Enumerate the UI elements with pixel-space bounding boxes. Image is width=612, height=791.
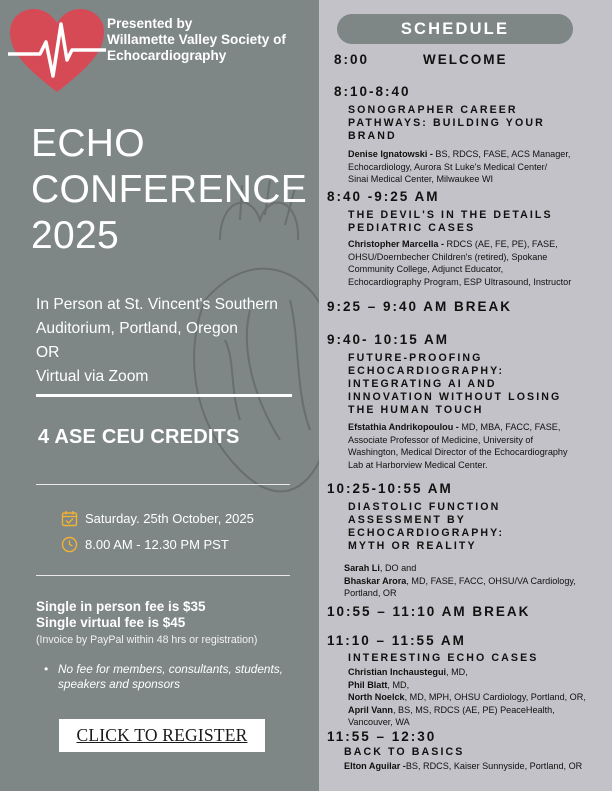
speaker-line: Vancouver, WA (348, 717, 410, 727)
fee-in-person: Single in person fee is $35 (36, 599, 206, 614)
session-speaker (348, 666, 602, 729)
session-title-line: BACK TO BASICS (344, 746, 465, 758)
speaker-name: Bhaskar Arora (344, 575, 407, 586)
fee-virtual: Single virtual fee is $45 (36, 615, 186, 630)
session-time: 9:40- 10:15 AM (327, 332, 450, 347)
org-line-1: Presented by (107, 16, 193, 31)
org-line-3: Echocardiography (107, 48, 227, 63)
session-title-line: PEDIATRIC CASES (348, 222, 476, 234)
ceu-credits: 4 ASE CEU CREDITS (38, 426, 240, 448)
clock-icon (61, 536, 78, 553)
event-time: 8.00 AM - 12.30 PM PST (85, 537, 229, 552)
session-title (348, 209, 600, 235)
session-title: WELCOME (423, 52, 508, 67)
session-time: 10:25-10:55 AM (327, 481, 453, 496)
venue-line-2: Auditorium, Portland, Oregon (36, 320, 238, 337)
session-title-line: INTERESTING ECHO CASES (348, 652, 539, 664)
speaker-credentials: RDCS (AE, FE, PE), FASE, (444, 239, 558, 249)
divider (36, 575, 290, 576)
session-time: 8:10-8:40 (334, 84, 411, 99)
speaker-line: Sinai Medical Center, Milwaukee WI (348, 174, 494, 184)
session-title-line: INTEGRATING AI AND (348, 378, 497, 390)
session-title-line: DIASTOLIC FUNCTION (348, 501, 501, 513)
speaker-name: Elton Aguilar - (344, 761, 406, 771)
bullet-line-2: speakers and sponsors (58, 677, 180, 691)
speaker-name: Phil Blatt (348, 679, 388, 690)
session-title-line: BRAND (348, 130, 397, 142)
speaker-line (348, 238, 602, 251)
session-title (348, 501, 600, 553)
speaker-credentials: , MD, (387, 679, 410, 690)
session-time: 8:00 (334, 52, 370, 67)
session-title-line: ASSESSMENT BY (348, 514, 466, 526)
venue-line-4: Virtual via Zoom (36, 368, 149, 385)
speaker-line: Portland, OR (344, 588, 397, 598)
title-line-1: ECHO (31, 122, 145, 165)
speaker-name: Efstathia Andrikopoulou - (348, 422, 459, 432)
session-speaker (348, 421, 602, 471)
speaker-line (348, 148, 602, 161)
speaker-name: Christian Inchaustegui (348, 667, 447, 677)
speaker-line: Washington, Medical Director of the Echocardiography (348, 447, 568, 457)
speaker-credentials: , DO and (379, 563, 417, 573)
session-speaker (344, 562, 598, 600)
session-time: 11:10 – 11:55 AM (327, 633, 466, 648)
speaker-line (348, 679, 602, 692)
session-title (344, 746, 596, 759)
session-title-line: MYTH OR REALITY (348, 540, 477, 552)
speaker-line: Community College, Adjunct Educator, (348, 264, 504, 274)
speaker-line (348, 421, 602, 434)
schedule-heading (337, 14, 573, 44)
schedule-heading-label: SCHEDULE (400, 20, 510, 38)
speaker-line (344, 575, 598, 588)
speaker-line: Lab at Harborview Medical Center. (348, 459, 488, 470)
speaker-name: Sarah Li (344, 563, 380, 573)
session-title-line: PATHWAYS: BUILDING YOUR (348, 117, 545, 129)
session-title (348, 652, 600, 665)
session-title (348, 104, 600, 143)
divider (36, 484, 290, 485)
speaker-credentials: BS, RDCS, FASE, ACS Manager, (432, 149, 571, 159)
session-title-line: THE DEVIL'S IN THE DETAILS (348, 209, 553, 221)
session-speaker (348, 148, 602, 186)
break-time: 9:25 – 9:40 AM BREAK (327, 299, 513, 314)
speaker-line (344, 562, 598, 575)
session-time: 11:55 – 12:30 (327, 729, 437, 744)
bullet-dot: • (44, 662, 49, 676)
speaker-line (344, 760, 598, 773)
session-title-line: FUTURE-PROOFING (348, 352, 483, 364)
speaker-line (348, 691, 602, 704)
speaker-credentials: , MD, FASE, FACC, OHSU/VA Cardiology, (406, 575, 576, 586)
session-title-line: THE HUMAN TOUCH (348, 404, 484, 416)
speaker-line (348, 704, 602, 717)
speaker-name: Denise Ignatowski - (348, 149, 433, 159)
session-title (348, 352, 600, 417)
session-title-line: ECHOCARDIOGRAPHY: (348, 365, 505, 377)
register-button[interactable] (59, 719, 265, 752)
session-title-line: SONOGRAPHER CAREER (348, 104, 518, 116)
speaker-credentials: , BS, MS, RDCS (AE, PE) PeaceHealth, (392, 704, 555, 715)
session-speaker (344, 760, 598, 773)
session-title-line: INNOVATION WITHOUT LOSING (348, 391, 562, 403)
session-title-line: ECHOCARDIOGRAPHY: (348, 527, 505, 539)
speaker-credentials: , MD, MPH, OHSU Cardiology, Portland, OR, (404, 692, 586, 702)
register-button-label: CLICK TO REGISTER (76, 725, 248, 745)
break-time: 10:55 – 11:10 AM BREAK (327, 604, 531, 619)
venue-line-3: OR (36, 344, 60, 361)
speaker-line: Associate Professor of Medicine, University of (348, 434, 533, 445)
bullet-line-1: No fee for members, consultants, students, (58, 662, 283, 676)
speaker-line: Echocardiography Program, ESP Ultrasound, Instructor (348, 276, 572, 287)
organizer (107, 16, 317, 64)
speaker-credentials: BS, RDCS, Kaiser Sunnyside, Portland, OR (405, 761, 583, 771)
speaker-line: OHSU/Doernbecher Children's (retired), Spokane (348, 251, 548, 262)
speaker-line (348, 666, 602, 679)
speaker-name: Christopher Marcella - (348, 239, 445, 249)
session-time: 8:40 -9:25 AM (327, 189, 440, 204)
speaker-name: April Vann (348, 704, 393, 715)
session-speaker (348, 238, 602, 288)
venue-line-1: In Person at St. Vincent's Southern (36, 296, 278, 313)
speaker-name: North Noelck (348, 692, 405, 702)
title-line-3: 2025 (31, 214, 119, 257)
divider-thick (36, 394, 292, 397)
org-line-2: Willamette Valley Society of (107, 32, 286, 47)
speaker-credentials: MD, MBA, FACC, FASE, (458, 422, 561, 432)
calendar-icon (61, 510, 78, 527)
speaker-line: Echocardiology, Aurora St Luke's Medical Center/ (348, 161, 548, 172)
title-line-2: CONFERENCE (31, 168, 308, 211)
fee-note: (Invoice by PayPal within 48 hrs or registration) (36, 634, 258, 646)
speaker-credentials: , MD, (446, 667, 468, 677)
heart-pulse-icon (6, 6, 108, 94)
event-date: Saturday. 25th October, 2025 (85, 511, 254, 526)
